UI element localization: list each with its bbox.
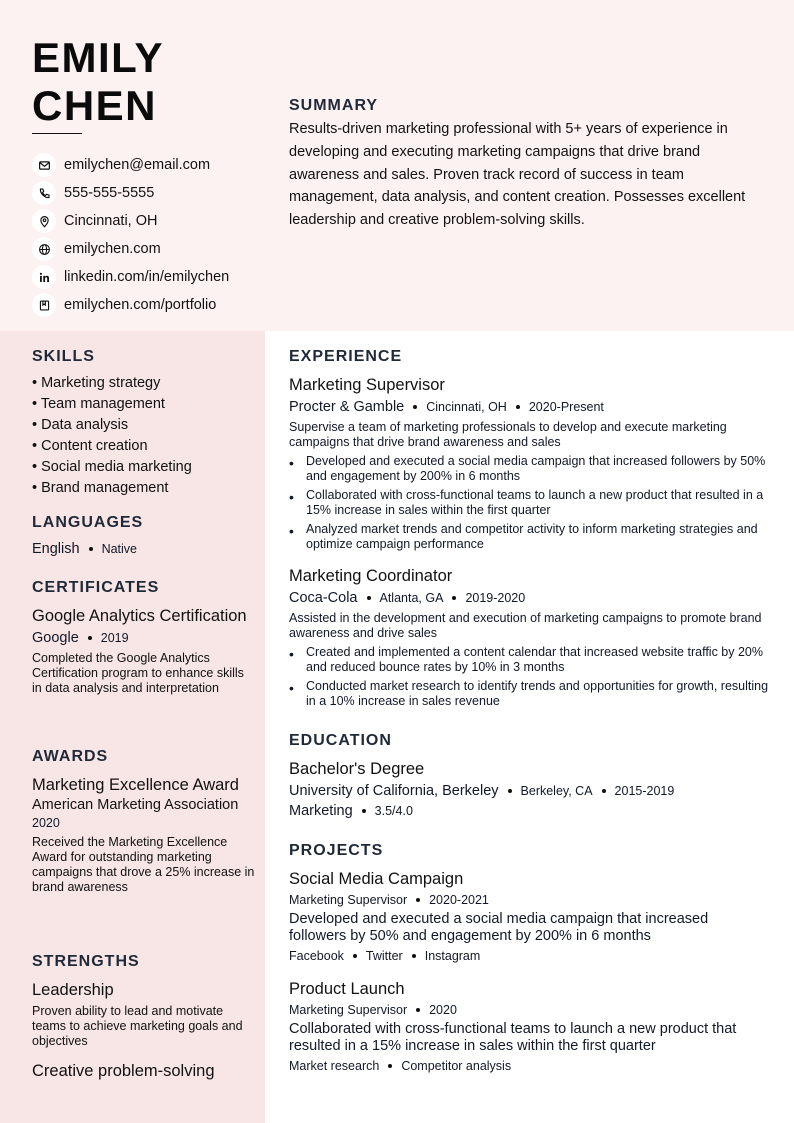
contact-phone-text: 555-555-5555 — [64, 185, 155, 201]
job-dates: 2019-2020 — [465, 591, 526, 605]
skill-item: • Marketing strategy — [32, 375, 161, 391]
strength-name: Leadership — [32, 981, 114, 999]
mail-icon — [32, 153, 56, 177]
project-name: Social Media Campaign — [289, 870, 464, 888]
separator-dot — [353, 954, 357, 958]
last-name: CHEN — [32, 82, 158, 129]
list-item — [289, 645, 769, 675]
school-location: Berkeley, CA — [520, 784, 593, 798]
skill-item: • Brand management — [32, 480, 169, 496]
summary-section — [289, 97, 769, 232]
skill-item: • Social media marketing — [32, 459, 192, 475]
strength-description: Proven ability to lead and motivate teams to achieve marketing goals and objectives — [32, 1004, 243, 1048]
separator-dot — [413, 405, 417, 409]
award-year: 2020 — [32, 816, 60, 830]
awards-heading: AWARDS — [32, 748, 109, 765]
experience-section — [289, 348, 769, 713]
experience-heading: EXPERIENCE — [289, 348, 403, 365]
contact-website[interactable] — [32, 235, 257, 263]
strengths-heading: STRENGTHS — [32, 953, 140, 970]
project-tag: Facebook — [289, 949, 344, 963]
separator-dot — [362, 809, 366, 813]
contact-location — [32, 207, 257, 235]
bullet-icon: • — [289, 523, 294, 539]
project-tag: Market research — [289, 1059, 380, 1073]
job-company: Procter & Gamble — [289, 399, 405, 415]
job-dates: 2020-Present — [528, 400, 604, 414]
project-tag: Competitor analysis — [401, 1059, 512, 1073]
list-item — [289, 679, 769, 709]
project-tags — [289, 949, 769, 963]
location-icon — [32, 209, 56, 233]
summary-text: Results-driven marketing professional with 5+ years of experience in developing and executing marketing campaigns that drive brand awareness and sales. Proven track record of success in team management, data analysis, and content creation. Possesses excellent leadership and creative problem-solving skills. — [289, 121, 746, 229]
project-dates: 2020 — [429, 1003, 457, 1017]
contact-email[interactable] — [32, 151, 257, 179]
globe-icon — [32, 237, 56, 261]
job-bullets — [289, 454, 769, 552]
project-role: Marketing Supervisor — [289, 1003, 408, 1017]
list-item — [289, 488, 769, 518]
skill-item: • Content creation — [32, 438, 148, 454]
separator-dot — [388, 1064, 392, 1068]
job-description: Assisted in the development and execution of marketing campaigns to promote brand awareness and drive sales — [289, 611, 762, 640]
project-description: Collaborated with cross-functional teams to launch a new product that resulted in a 15% increase in sales within the first quarter — [289, 1021, 737, 1054]
strength-name: Creative problem-solving — [32, 1062, 215, 1080]
contact-location-text: Cincinnati, OH — [64, 213, 158, 229]
certificate-meta — [32, 630, 257, 646]
languages-heading: LANGUAGES — [32, 514, 144, 531]
education-section — [289, 732, 769, 819]
education-heading: EDUCATION — [289, 732, 392, 749]
separator-dot — [516, 405, 520, 409]
field-of-study: Marketing — [289, 803, 353, 819]
list-item — [289, 522, 769, 552]
project-tag: Instagram — [424, 949, 481, 963]
job-description: Supervise a team of marketing professionals to develop and execute marketing campaigns that drive brand awareness and sales — [289, 420, 727, 449]
job-meta — [289, 590, 769, 606]
phone-icon — [32, 181, 56, 205]
certificate-description: Completed the Google Analytics Certification program to enhance skills in data analysis and interpretation — [32, 651, 244, 695]
language-name: English — [32, 541, 80, 557]
certificates-heading: CERTIFICATES — [32, 579, 160, 596]
bullet-text: Collaborated with cross-functional teams to launch a new product that resulted in a 15% increase in sales within the first quarter — [306, 488, 764, 517]
job-location: Cincinnati, OH — [426, 400, 507, 414]
education-field-meta — [289, 803, 769, 819]
job-entry — [289, 375, 769, 552]
degree: Bachelor's Degree — [289, 760, 425, 778]
job-title: Marketing Coordinator — [289, 567, 453, 585]
separator-dot — [416, 1008, 420, 1012]
candidate-name — [32, 34, 164, 130]
award-issuer: American Marketing Association — [32, 797, 239, 813]
projects-section — [289, 842, 769, 1073]
school-name: University of California, Berkeley — [289, 783, 499, 799]
separator-dot — [89, 547, 93, 551]
project-role: Marketing Supervisor — [289, 893, 408, 907]
skill-item: • Data analysis — [32, 417, 129, 433]
separator-dot — [88, 636, 92, 640]
certificates-section — [32, 579, 257, 696]
job-bullets — [289, 645, 769, 709]
name-divider — [32, 133, 82, 134]
gpa: 3.5/4.0 — [374, 804, 413, 818]
bullet-text: Developed and executed a social media campaign that increased followers by 50% and engagement by 200% in 6 months — [306, 454, 766, 483]
skill-item: • Team management — [32, 396, 165, 412]
award-name: Marketing Excellence Award — [32, 776, 239, 794]
bullet-icon: • — [289, 646, 294, 662]
language-level: Native — [101, 542, 137, 556]
separator-dot — [602, 789, 606, 793]
project-tag: Twitter — [365, 949, 403, 963]
list-item — [289, 454, 769, 484]
separator-dot — [412, 954, 416, 958]
bullet-icon: • — [289, 489, 294, 505]
contact-email-text: emilychen@email.com — [64, 157, 211, 173]
bullet-icon: • — [289, 455, 294, 471]
project-tags — [289, 1059, 769, 1073]
portfolio-icon — [32, 293, 56, 317]
projects-heading: PROJECTS — [289, 842, 384, 859]
skills-section — [32, 348, 257, 499]
contact-linkedin[interactable] — [32, 263, 257, 291]
bullet-text: Conducted market research to identify trends and opportunities for growth, resulting in a 10% increase in sales revenue — [306, 679, 769, 708]
separator-dot — [452, 596, 456, 600]
contact-portfolio[interactable] — [32, 291, 257, 319]
contact-phone[interactable] — [32, 179, 257, 207]
certificate-name: Google Analytics Certification — [32, 607, 247, 625]
job-title: Marketing Supervisor — [289, 376, 445, 394]
job-meta — [289, 399, 769, 415]
project-description: Developed and executed a social media campaign that increased followers by 50% and engagement by 200% in 6 months — [289, 911, 709, 944]
first-name: EMILY — [32, 34, 164, 81]
summary-heading: SUMMARY — [289, 97, 379, 114]
awards-section — [32, 748, 257, 895]
certificate-issuer: Google — [32, 630, 79, 646]
separator-dot — [508, 789, 512, 793]
job-location: Atlanta, GA — [379, 591, 444, 605]
skills-heading: SKILLS — [32, 348, 95, 365]
language-item — [32, 541, 257, 557]
job-company: Coca-Cola — [289, 590, 358, 606]
project-name: Product Launch — [289, 980, 405, 998]
bullet-icon: • — [289, 680, 294, 696]
contact-linkedin-text: linkedin.com/in/emilychen — [64, 269, 230, 285]
linkedin-icon — [32, 265, 56, 289]
contact-list — [32, 151, 257, 319]
award-description: Received the Marketing Excellence Award for outstanding marketing campaigns that drove a 25% increase in brand awareness — [32, 835, 255, 894]
separator-dot — [416, 898, 420, 902]
project-entry — [289, 869, 769, 963]
contact-portfolio-text: emilychen.com/portfolio — [64, 297, 217, 313]
separator-dot — [367, 596, 371, 600]
education-dates: 2015-2019 — [614, 784, 675, 798]
project-meta — [289, 893, 769, 907]
education-meta — [289, 783, 769, 799]
bullet-text: Created and implemented a content calendar that increased website traffic by 20% and reduced bounce rates by 10% in 3 months — [306, 645, 763, 674]
project-dates: 2020-2021 — [429, 893, 489, 907]
certificate-year: 2019 — [100, 631, 129, 645]
contact-website-text: emilychen.com — [64, 241, 161, 257]
job-entry — [289, 566, 769, 709]
strengths-section — [32, 953, 257, 1081]
project-entry — [289, 979, 769, 1073]
bullet-text: Analyzed market trends and competitor activity to inform marketing strategies and optimize campaign performance — [306, 522, 758, 551]
languages-section — [32, 514, 257, 557]
project-meta — [289, 1003, 769, 1017]
